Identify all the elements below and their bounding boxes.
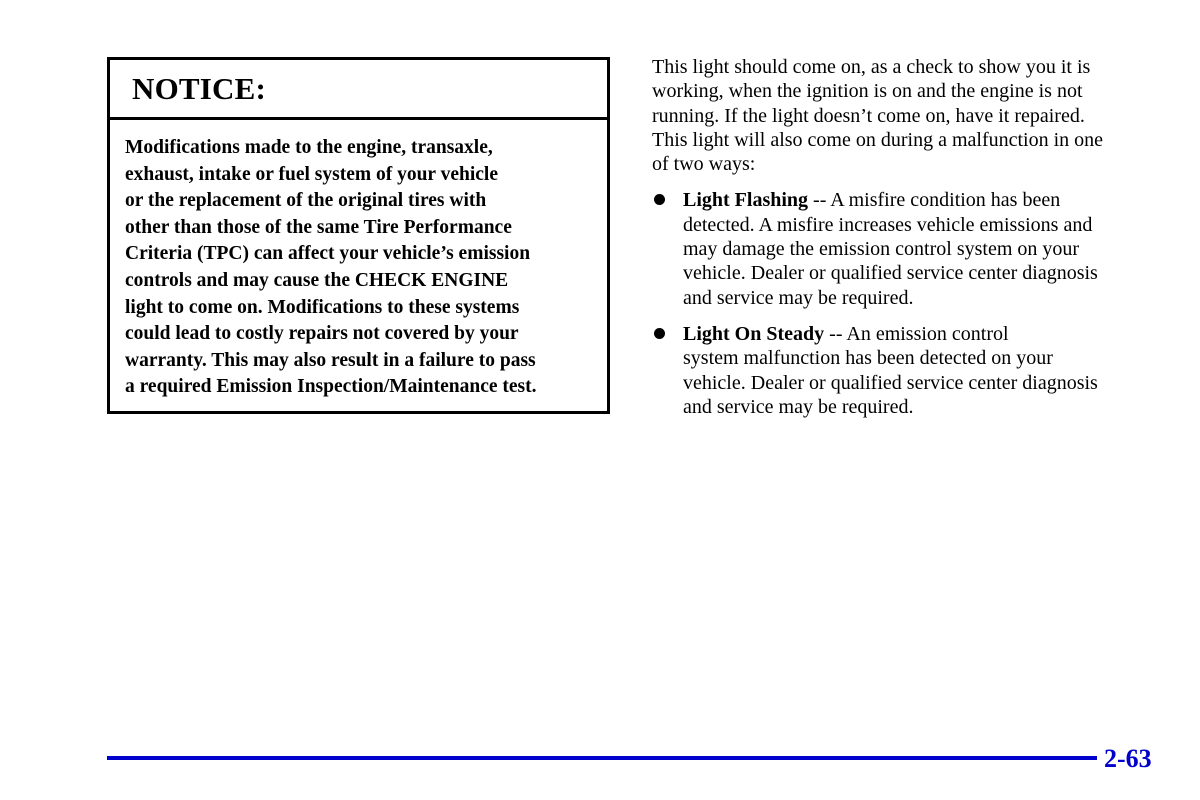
notice-body xyxy=(110,120,607,401)
bullet-list xyxy=(652,188,1162,419)
bullet-line: vehicle. Dealer or qualified service center diagnosis xyxy=(683,262,1098,285)
notice-text-line: warranty. This may also result in a failure to pass xyxy=(125,349,536,371)
notice-text-line: Modifications made to the engine, transaxle, xyxy=(125,137,493,158)
bullet-line: system malfunction has been detected on your xyxy=(683,347,1053,370)
footer-rule xyxy=(107,756,1097,760)
bullet-line: may damage the emission control system on your xyxy=(683,238,1080,261)
intro-line: This light will also come on during a malfunction in one xyxy=(652,128,1104,151)
notice-text-line: controls and may cause the CHECK ENGINE xyxy=(125,269,509,291)
notice-text-line: Criteria (TPC) can affect your vehicle’s emission xyxy=(125,243,531,265)
bullet-text: -- A misfire condition has been xyxy=(808,189,1061,212)
bullet-line: and service may be required. xyxy=(683,286,914,309)
bullet-term: Light On Steady xyxy=(683,322,825,345)
bullet-term: Light Flashing xyxy=(683,189,809,212)
notice-header xyxy=(110,60,607,120)
right-column xyxy=(652,55,1162,431)
notice-box xyxy=(107,57,610,414)
notice-text-line: exhaust, intake or fuel system of your vehicle xyxy=(125,163,499,185)
intro-line: working, when the ignition is on and the engine is not xyxy=(652,80,1083,103)
bullet-first-line xyxy=(683,188,1162,212)
bullet-icon xyxy=(654,328,665,339)
bullet-item-light-on-steady xyxy=(652,322,1162,419)
bullet-line: detected. A misfire increases vehicle emissions and xyxy=(683,213,1093,236)
bullet-item-light-flashing xyxy=(652,188,1162,309)
page-number: 2-63 xyxy=(1104,744,1152,773)
intro-line: of two ways: xyxy=(652,153,756,176)
notice-text-line: light to come on. Modifications to these systems xyxy=(125,296,520,318)
bullet-line: and service may be required. xyxy=(683,395,914,418)
bullet-first-line xyxy=(683,322,1162,346)
bullet-line: vehicle. Dealer or qualified service center diagnosis xyxy=(683,371,1098,394)
notice-text-line: or the replacement of the original tires with xyxy=(125,190,487,212)
intro-line: This light should come on, as a check to show you it is xyxy=(652,56,1091,78)
notice-text-line: a required Emission Inspection/Maintenance test. xyxy=(125,376,537,398)
bullet-text: -- An emission control xyxy=(824,322,1009,345)
intro-paragraph xyxy=(652,55,1162,176)
bullet-icon xyxy=(654,194,665,205)
intro-line: running. If the light doesn’t come on, have it repaired. xyxy=(652,104,1085,127)
notice-text-line: other than those of the same Tire Performance xyxy=(125,216,512,238)
notice-text-line: could lead to costly repairs not covered by your xyxy=(125,323,519,345)
notice-title: NOTICE: xyxy=(132,70,267,106)
